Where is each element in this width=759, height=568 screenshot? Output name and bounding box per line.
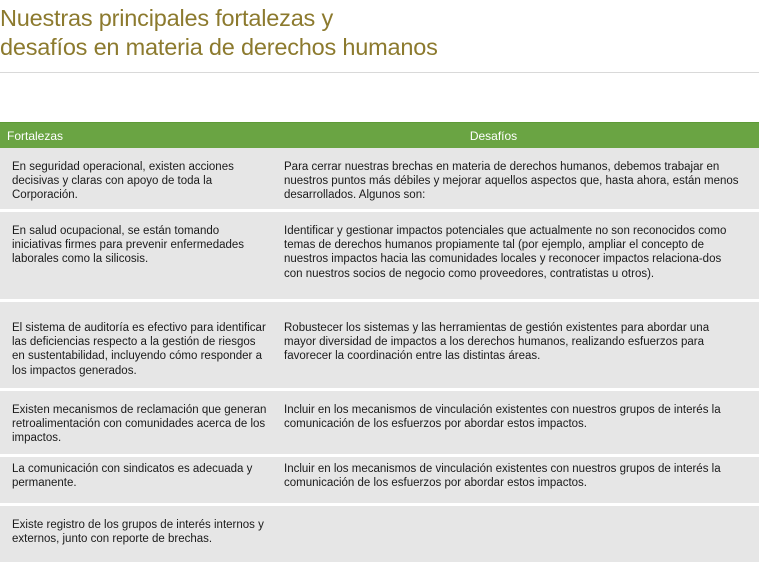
page-title-line-1: Nuestras principales fortalezas y (0, 5, 333, 31)
table-row (0, 457, 759, 506)
table-header (0, 122, 759, 148)
challenge-cell: Robustecer los sistemas y las herramientas de gestión existentes para abordar una mayor diversidad de impactos a los derechos humanos, realizando esfuerzos para favorecer la coordinación entre las distintas áreas. (284, 322, 710, 363)
table-row (0, 212, 759, 302)
page-title (0, 0, 759, 62)
strength-cell: En salud ocupacional, se están tomando iniciativas firmes para prevenir enfermedades laborales como la silicosis. (12, 225, 245, 266)
page-header (0, 0, 759, 73)
strength-cell: Existe registro de los grupos de interés internos y externos, junto con reporte de brechas. (12, 519, 264, 546)
challenge-cell: Incluir en los mecanismos de vinculación existentes con nuestros grupos de interés la comunicación de los esfuerzos por abordar estos impactos. (284, 404, 721, 431)
table-row (0, 506, 759, 562)
challenge-cell (284, 506, 759, 562)
column-header-challenges: Desafíos (469, 128, 518, 143)
strength-cell: En seguridad operacional, existen acciones decisivas y claras con apoyo de toda la Corporación. (12, 161, 234, 202)
table-row (0, 391, 759, 457)
table-row (0, 302, 759, 391)
table-row (0, 148, 759, 212)
column-header-strengths: Fortalezas (7, 128, 64, 143)
strength-cell: El sistema de auditoría es efectivo para identificar las deficiencias respecto a la gestión de riesgos en sustentabilidad, incluyendo cómo responder a los impactos generados. (12, 322, 266, 377)
page-title-line-2: desafíos en materia de derechos humanos (0, 34, 438, 60)
strength-cell: La comunicación con sindicatos es adecuada y permanente. (12, 463, 253, 490)
strengths-challenges-table (0, 122, 759, 562)
strength-cell: Existen mecanismos de reclamación que generan retroalimentación con comunidades acerca de los impactos. (12, 404, 267, 445)
challenge-cell: Incluir en los mecanismos de vinculación existentes con nuestros grupos de interés la comunicación de los esfuerzos por abordar estos impactos. (284, 463, 721, 490)
challenge-cell: Para cerrar nuestras brechas en materia de derechos humanos, debemos trabajar en nuestros puntos más débiles y mejorar aquellos aspectos que, hasta ahora, están menos desarrollados. Algunos son: (284, 161, 739, 202)
challenge-cell: Identificar y gestionar impactos potenciales que actualmente no son reconocidos como temas de derechos humanos propiamente tal (por ejemplo, ampliar el concepto de nuestros impactos hacia las comunidades locales y reconocer impactos relaciona-dos con nuestros socios de negocio como proveedores, contratistas u otros). (284, 225, 727, 280)
